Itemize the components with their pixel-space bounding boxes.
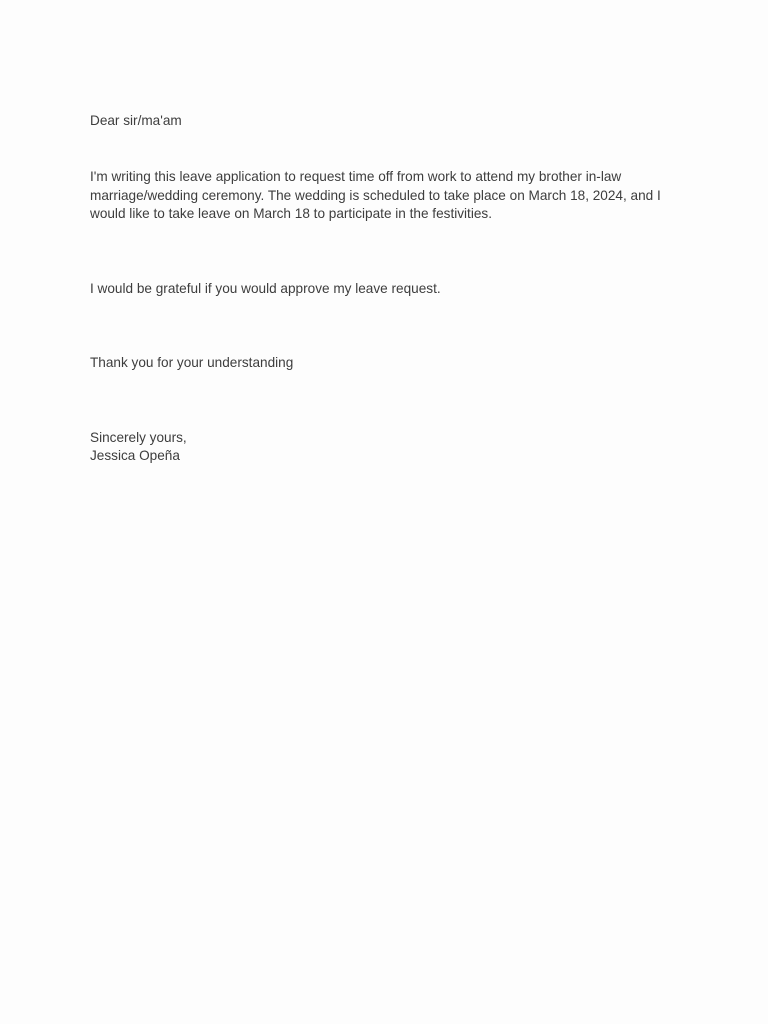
letter-paragraph-approval: I would be grateful if you would approve my leave request. (90, 281, 441, 296)
letter-paragraph-request: I'm writing this leave application to request time off from work to attend my brother in-law marriage/wedding ceremony. The wedding is scheduled to take place on March 18, 2024, and I would like to take leave on March 18 to participate in the festivities. (90, 169, 661, 222)
letter-paragraph-thanks: Thank you for your understanding (90, 355, 294, 370)
letter-signature-name: Jessica Opeña (90, 448, 180, 463)
letter-greeting: Dear sir/ma'am (90, 113, 182, 128)
letter-closing: Sincerely yours, (90, 430, 187, 445)
